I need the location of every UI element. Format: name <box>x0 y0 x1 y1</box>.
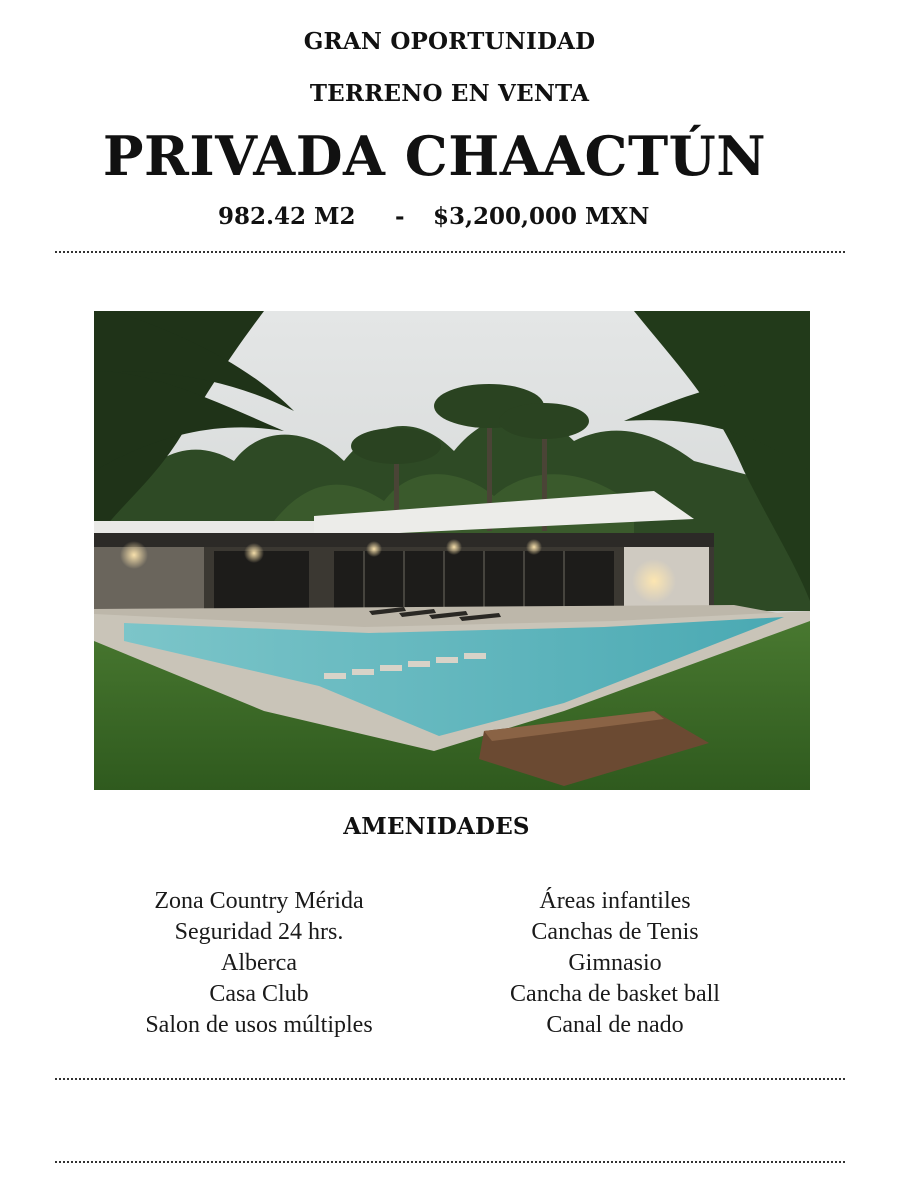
divider-bottom <box>55 1161 845 1163</box>
amenity-item: Salon de usos múltiples <box>145 1012 373 1038</box>
headline-opportunity: GRAN OPORTUNIDAD <box>303 28 596 55</box>
land-price: $3,200,000 MXN <box>433 203 650 230</box>
property-title: PRIVADA CHAACTÚN <box>102 124 767 188</box>
amenity-item: Seguridad 24 hrs. <box>174 919 344 945</box>
amenity-item: Canal de nado <box>546 1012 684 1038</box>
price-separator: - <box>395 203 405 230</box>
divider-top <box>55 251 845 253</box>
divider-middle <box>55 1078 845 1080</box>
amenity-item: Gimnasio <box>568 950 662 976</box>
amenity-item: Canchas de Tenis <box>531 919 699 945</box>
area-price-line <box>0 203 899 235</box>
amenities-list-left <box>109 886 409 1041</box>
amenity-item: Alberca <box>221 950 297 976</box>
amenities-list-right <box>465 886 765 1041</box>
land-area: 982.42 M2 <box>218 203 356 230</box>
headline-land-for-sale: TERRENO EN VENTA <box>309 80 590 107</box>
amenities-heading: AMENIDADES <box>343 813 530 840</box>
amenity-item: Áreas infantiles <box>539 888 691 914</box>
amenity-item: Zona Country Mérida <box>154 888 364 914</box>
amenity-item: Casa Club <box>209 981 309 1007</box>
pool-house-photo <box>94 311 810 790</box>
amenity-item: Cancha de basket ball <box>510 981 720 1007</box>
